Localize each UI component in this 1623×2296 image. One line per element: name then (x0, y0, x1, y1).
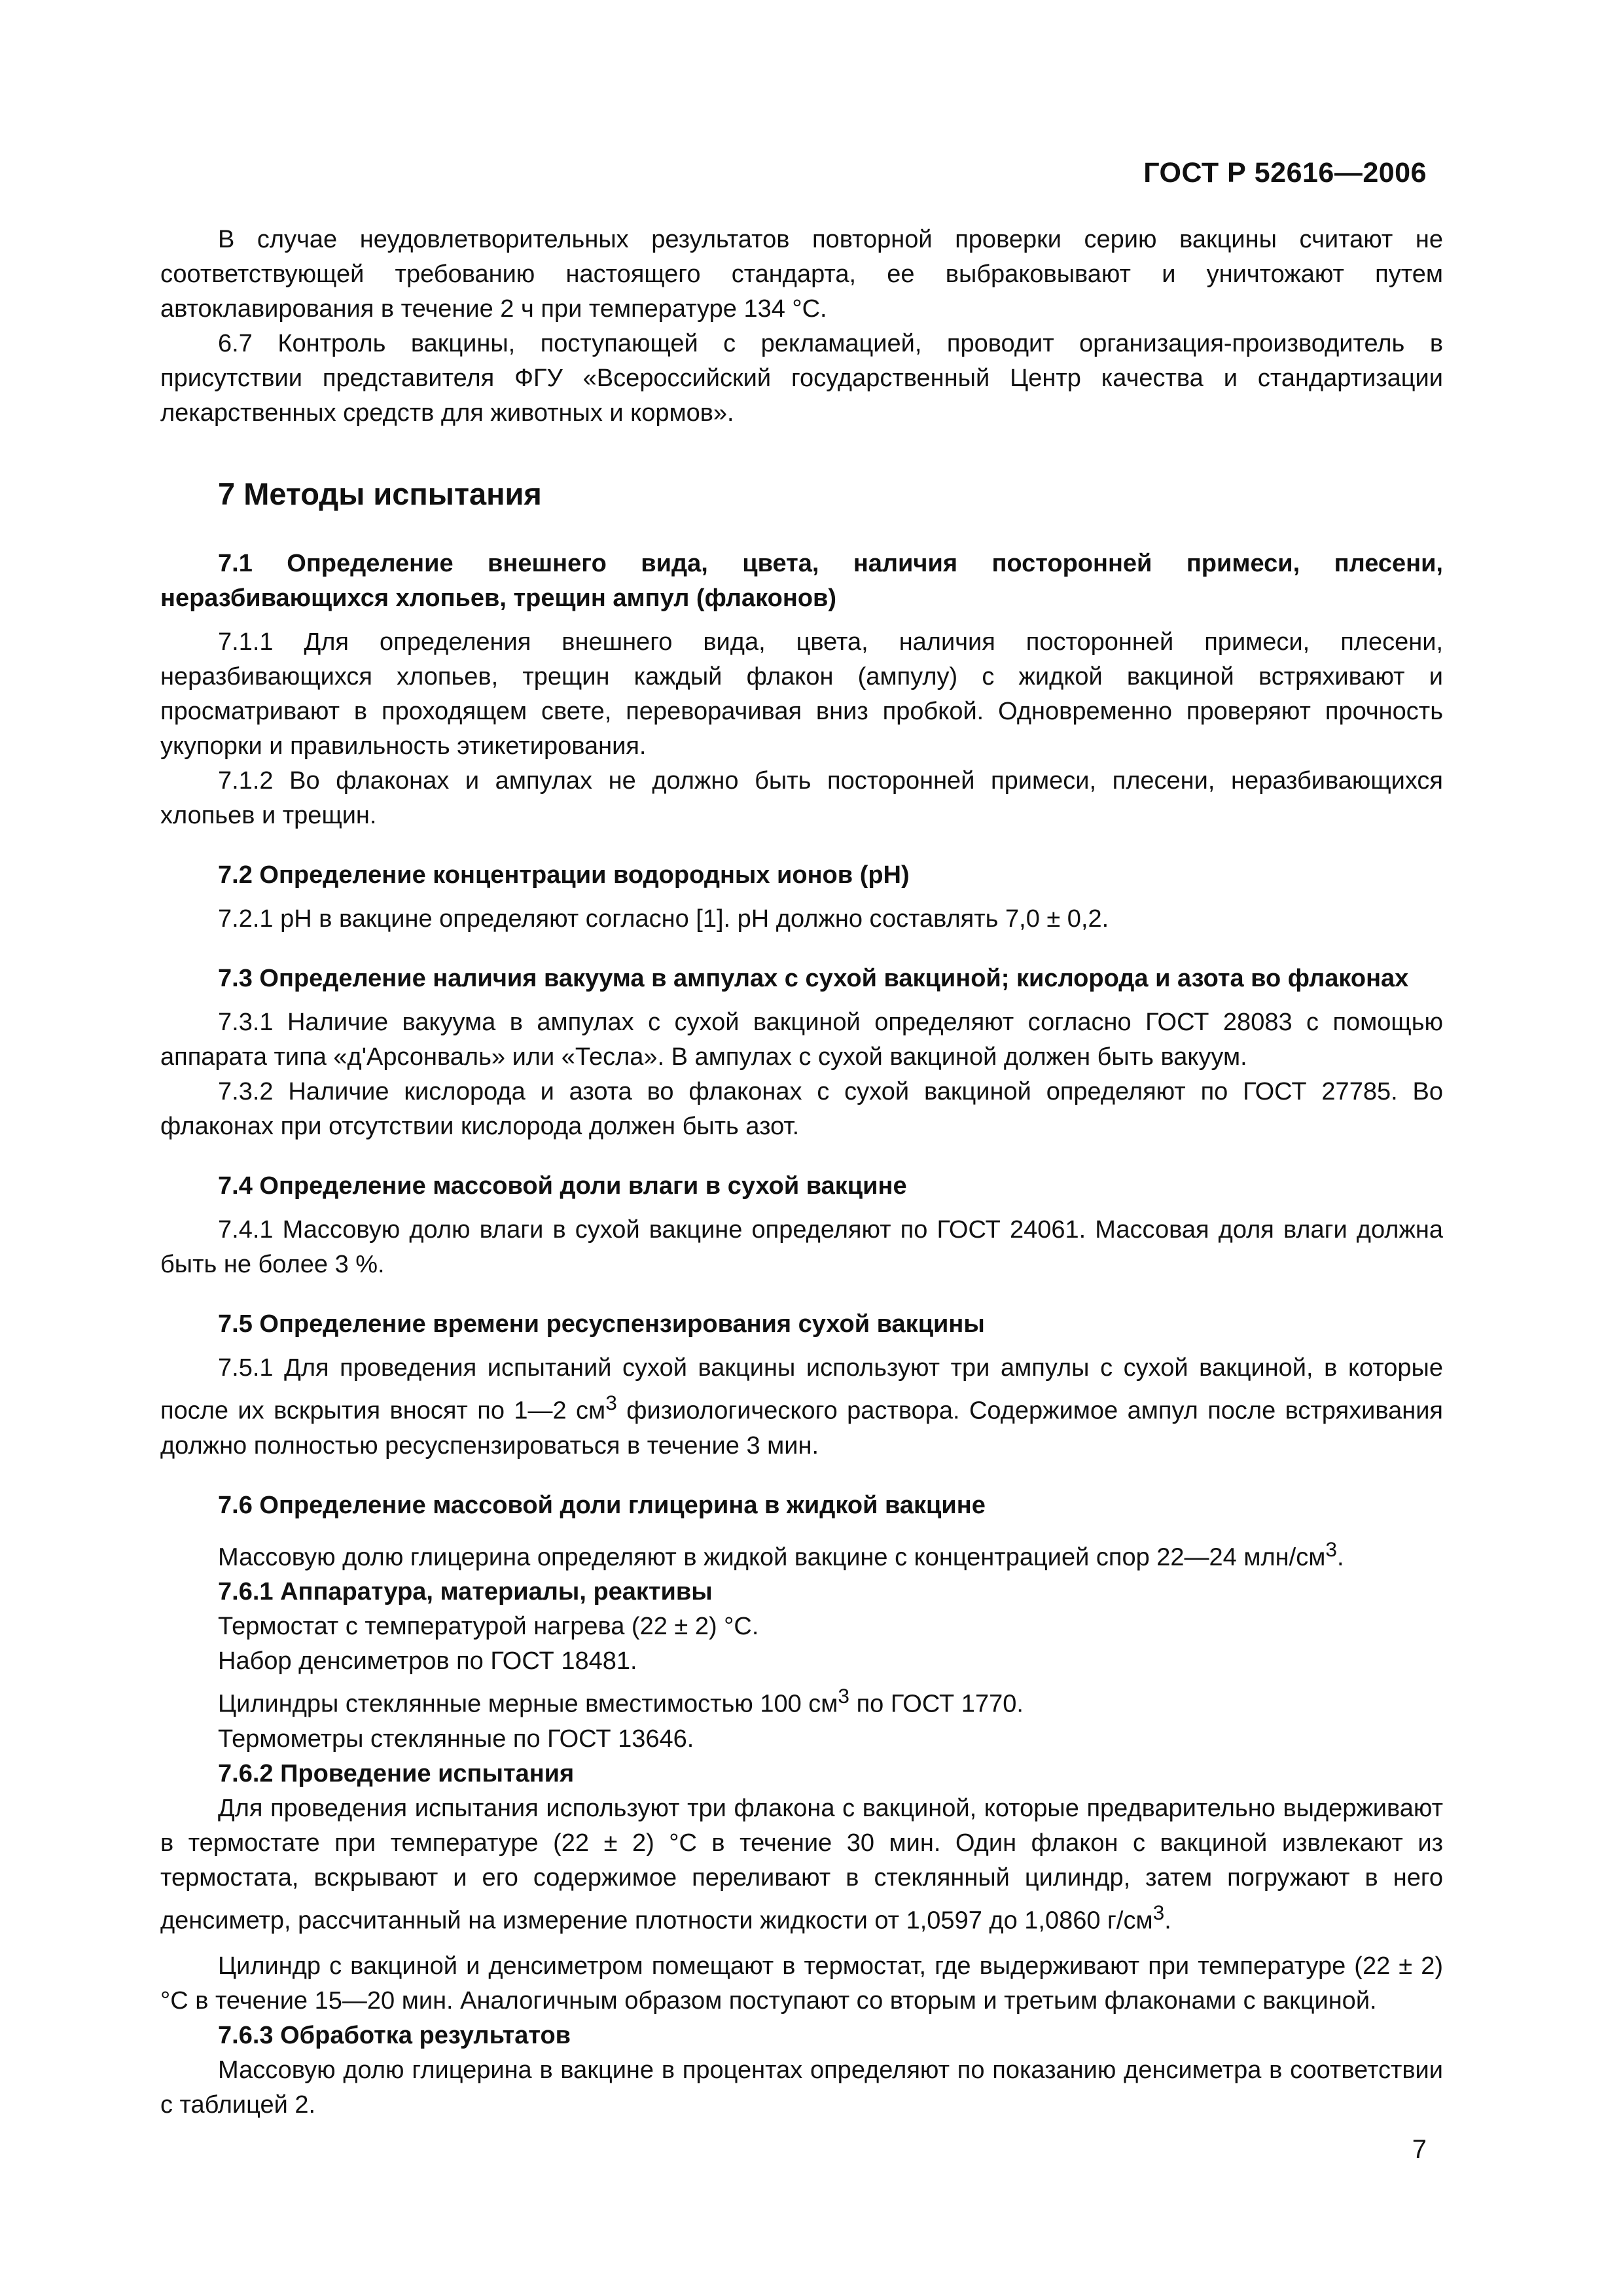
heading-7-2: 7.2 Определение концентрации водородных ионов (pH) (218, 861, 910, 889)
paragraph-reject-series: В случае неудовлетворительных результатов повторной проверки серию вакцины считают не соответствующей требованию настоящего стандарта, ее выбраковывают и уничтожают путем автоклавирования в течение 2 ч при температуре 134 °С. (160, 226, 1443, 323)
paragraph-7-5-1-text-b: физиологического раствора. Содержимое ампул после встряхивания должно полностью ресуспензироваться в течение 3 мин. (160, 1397, 1443, 1460)
list-item-thermostat: Термостат с температурой нагрева (22 ± 2) °С. (218, 1613, 759, 1641)
document-header: ГОСТ Р 52616—2006 (1143, 157, 1427, 188)
paragraph-7-6-text-a: Массовую долю глицерина определяют в жидкой вакцине с концентрацией спор 22—24 млн/см (218, 1543, 1326, 1571)
heading-7-6-3: 7.6.3 Обработка результатов (218, 2021, 571, 2049)
paragraph-7-6-2-text-b: . (1164, 1907, 1171, 1935)
paragraph-7-5-1 (160, 1351, 1443, 1463)
document-body (160, 223, 1443, 2123)
paragraph-7-6-2-procedure (160, 1791, 1443, 1939)
heading-7-3: 7.3 Определение наличия вакуума в ампулах с сухой вакциной; кислорода и азота во флаконах (218, 965, 1409, 992)
superscript-3: 3 (1152, 1900, 1165, 1924)
paragraph-7-3-1: 7.3.1 Наличие вакуума в ампулах с сухой вакциной определяют согласно ГОСТ 28083 с помощью аппарата типа «д'Арсонваль» или «Тесла». В ампулах с сухой вакциной должен быть вакуум. (160, 1009, 1443, 1071)
superscript-3: 3 (838, 1684, 850, 1708)
list-item-cylinders (160, 1679, 1443, 1722)
paragraph-7-2-1: 7.2.1 pH в вакцине определяют согласно [1]. pH должно составлять 7,0 ± 0,2. (218, 905, 1109, 933)
paragraph-7-6-2-text-a: Для проведения испытания используют три флакона с вакциной, которые предварительно выдерживают в термостате при температуре (22 ± 2) °С в течение 30 мин. Один флакон с вакциной извлекают из термостата, вскрывают и его содержимое переливают в стеклянный цилиндр, затем погружают в него денсиметр, рассчитанный на измерение плотности жидкости от 1,0597 до 1,0860 г/см (160, 1794, 1443, 1935)
list-item-cylinders-text-a: Цилиндры стеклянные мерные вместимостью 100 см (218, 1690, 838, 1718)
heading-7-1: 7.1 Определение внешнего вида, цвета, наличия посторонней примеси, плесени, неразбивающихся хлопьев, трещин ампул (флаконов) (160, 550, 1443, 612)
paragraph-7-6-2-cylinder: Цилиндр с вакциной и денсиметром помещают в термостат, где выдерживают при температуре (22 ± 2) °С в течение 15—20 мин. Аналогичным образом поступают со вторым и третьим флаконами с вакциной. (160, 1952, 1443, 2015)
paragraph-7-1-1: 7.1.1 Для определения внешнего вида, цвета, наличия посторонней примеси, плесени, неразбивающихся хлопьев, трещин каждый флакон (ампулу) с жидкой вакциной встряхивают и просматривают в проходящем свете, переворачивая вниз пробкой. Одновременно проверяют прочность укупорки и правильность этикетирования. (160, 628, 1443, 760)
heading-7-6-2: 7.6.2 Проведение испытания (218, 1759, 575, 1787)
superscript-3: 3 (605, 1391, 617, 1414)
paragraph-7-3-2: 7.3.2 Наличие кислорода и азота во флаконах с сухой вакциной определяют по ГОСТ 27785. Во флаконах при отсутствии кислорода должен быть азот. (160, 1078, 1443, 1140)
heading-7-5: 7.5 Определение времени ресуспензирования сухой вакцины (218, 1310, 985, 1338)
heading-7-4: 7.4 Определение массовой доли влаги в сухой вакцине (218, 1172, 907, 1200)
paragraph-7-4-1: 7.4.1 Массовую долю влаги в сухой вакцине определяют по ГОСТ 24061. Массовая доля влаги должна быть не более 3 %. (160, 1216, 1443, 1278)
paragraph-6-7: 6.7 Контроль вакцины, поступающей с рекламацией, проводит организация-производитель в присутствии представителя ФГУ «Всероссийский государственный Центр качества и стандартизации лекарственных средств для животных и кормов». (160, 330, 1443, 427)
list-item-cylinders-text-b: по ГОСТ 1770. (849, 1690, 1024, 1718)
paragraph-7-6 (160, 1532, 1443, 1575)
paragraph-7-6-text-b: . (1336, 1543, 1344, 1571)
list-item-thermometers: Термометры стеклянные по ГОСТ 13646. (218, 1725, 694, 1753)
heading-7-6-1: 7.6.1 Аппаратура, материалы, реактивы (218, 1578, 713, 1606)
section-title-7: 7 Методы испытания (218, 476, 542, 511)
heading-7-6: 7.6 Определение массовой доли глицерина в жидкой вакцине (218, 1491, 986, 1519)
paragraph-7-1-2: 7.1.2 Во флаконах и ампулах не должно быть посторонней примеси, плесени, неразбивающихся хлопьев и трещин. (160, 767, 1443, 829)
paragraph-7-5-1-text-a: 7.5.1 Для проведения испытаний сухой вакцины используют три ампулы с сухой вакциной, в которые после их вскрытия вносят по 1—2 см (160, 1354, 1443, 1425)
paragraph-7-6-3: Массовую долю глицерина в вакцине в процентах определяют по показанию денсиметра в соответствии с таблицей 2. (160, 2056, 1443, 2119)
list-item-densimeters: Набор денсиметров по ГОСТ 18481. (218, 1647, 637, 1676)
superscript-3: 3 (1325, 1537, 1337, 1561)
page-number: 7 (1412, 2135, 1427, 2164)
